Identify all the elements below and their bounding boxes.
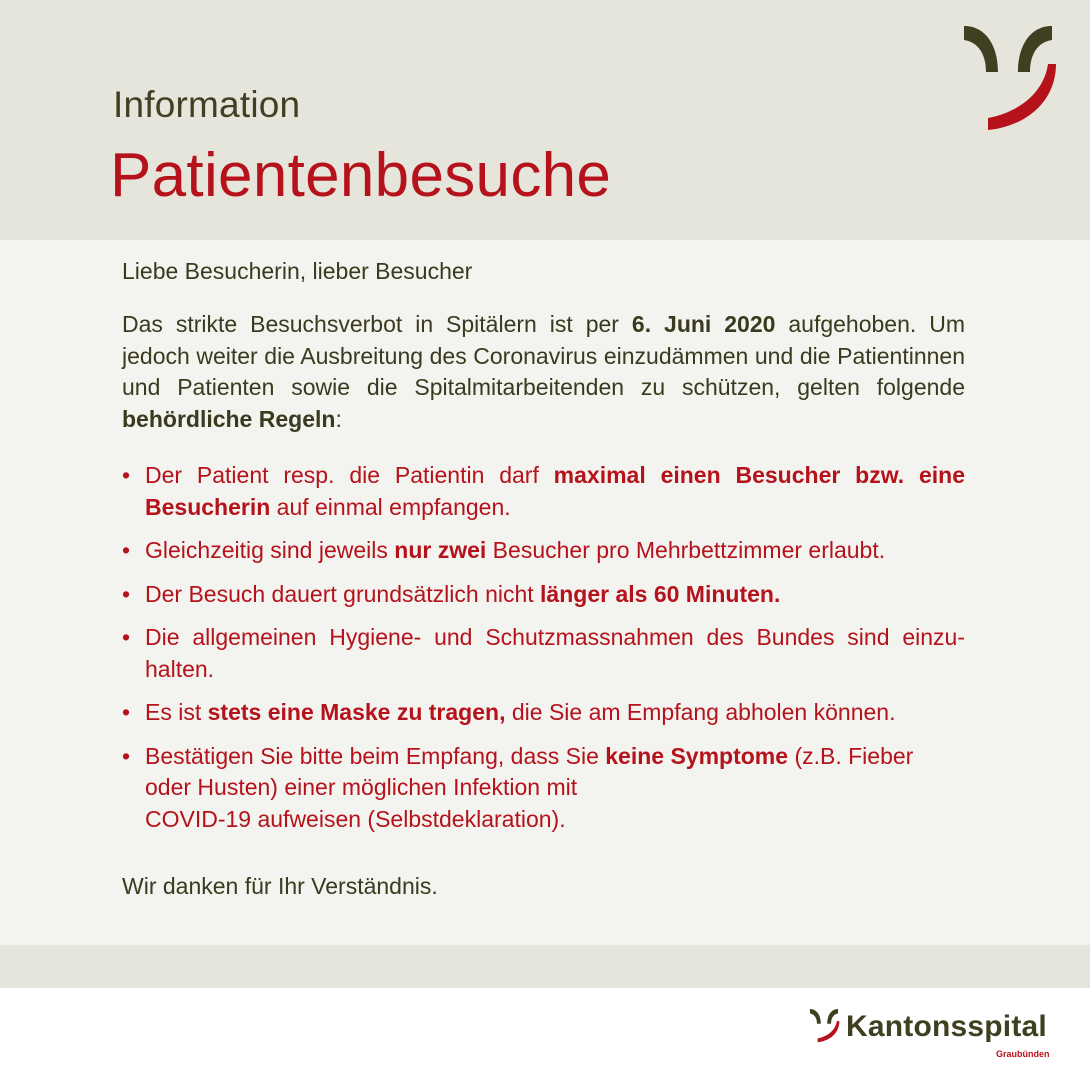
- bullet: •: [122, 462, 131, 488]
- rule-text: Bestätigen Sie bitte beim Empfang, dass Sie: [145, 742, 606, 769]
- bullet: •: [122, 699, 131, 725]
- hospital-logo-icon: [958, 20, 1058, 132]
- rule-text: (z.B. Fieber oder Husten) einer möglichen Infektion mit: [145, 742, 914, 800]
- rule-text: COVID-19 aufweisen (Selbstdeklaration).: [145, 805, 566, 832]
- brand-name: Kantonsspital: [846, 1010, 1047, 1043]
- intro-rules-label: behördliche Regeln: [122, 405, 336, 432]
- closing-text: Wir danken für Ihr Verständnis.: [122, 873, 438, 899]
- intro-date: 6. Juni 2020: [631, 311, 776, 337]
- bullet: •: [122, 537, 131, 563]
- brand-subtitle: Graubünden: [996, 1049, 1050, 1059]
- intro-text-1: Das strikte Besuchsverbot in Spitälern ist per: [122, 311, 632, 337]
- rule-text: Der Patient resp. die Patientin darf: [145, 462, 554, 488]
- intro-text-2: aufgehoben. Um jedoch weiter die Ausbreitung des Coronavirus einzudämmen und die Patientinnen und Patienten sowie die Spitalmitarbeitenden zu schützen, gelten folgende: [122, 311, 965, 400]
- logo-red-swoosh: [988, 64, 1056, 130]
- rule-text: Der Besuch dauert grundsätzlich nicht: [145, 580, 541, 607]
- bullet: •: [122, 624, 131, 650]
- intro-text-3: :: [335, 405, 342, 432]
- rule-item: [122, 460, 965, 523]
- rule-emphasis: keine Symptome: [605, 742, 789, 769]
- rule-item: [122, 535, 965, 567]
- rules-list: [122, 460, 965, 847]
- rule-item: [122, 741, 965, 836]
- rule-emphasis: stets eine Maske zu tragen,: [207, 699, 506, 725]
- rule-item: [122, 697, 965, 729]
- rule-item: [122, 579, 965, 611]
- rule-emphasis: nur zwei: [394, 537, 487, 563]
- intro-paragraph: [122, 309, 965, 435]
- rule-emphasis: länger als 60 Minuten.: [540, 580, 781, 607]
- bullet: •: [122, 742, 131, 769]
- rule-text: auf einmal empfangen.: [270, 493, 511, 520]
- rule-text: die Sie am Empfang abholen können.: [505, 699, 896, 725]
- rule-text: Besucher pro Mehrbettzimmer erlaubt.: [486, 537, 886, 563]
- rule-emphasis: maximal einen Besucher bzw. eine Besucherin: [145, 462, 965, 520]
- footer-logo-icon: [808, 1006, 840, 1044]
- rule-item: [122, 622, 965, 685]
- bullet: •: [122, 580, 131, 607]
- rule-text: Gleichzeitig sind jeweils: [145, 537, 395, 563]
- rule-text: Es ist: [145, 699, 208, 725]
- page-title: Patientenbesuche: [110, 141, 612, 210]
- rule-text: Die allgemeinen Hygiene- und Schutzmassnahmen des Bundes sind einzuhalten.: [145, 624, 965, 682]
- page-kicker: Information: [113, 84, 301, 125]
- bottom-band: [0, 945, 1090, 988]
- greeting: Liebe Besucherin, lieber Besucher: [122, 258, 473, 284]
- logo-olive-arc-right: [1018, 26, 1052, 72]
- logo-olive-arc-left: [964, 26, 998, 72]
